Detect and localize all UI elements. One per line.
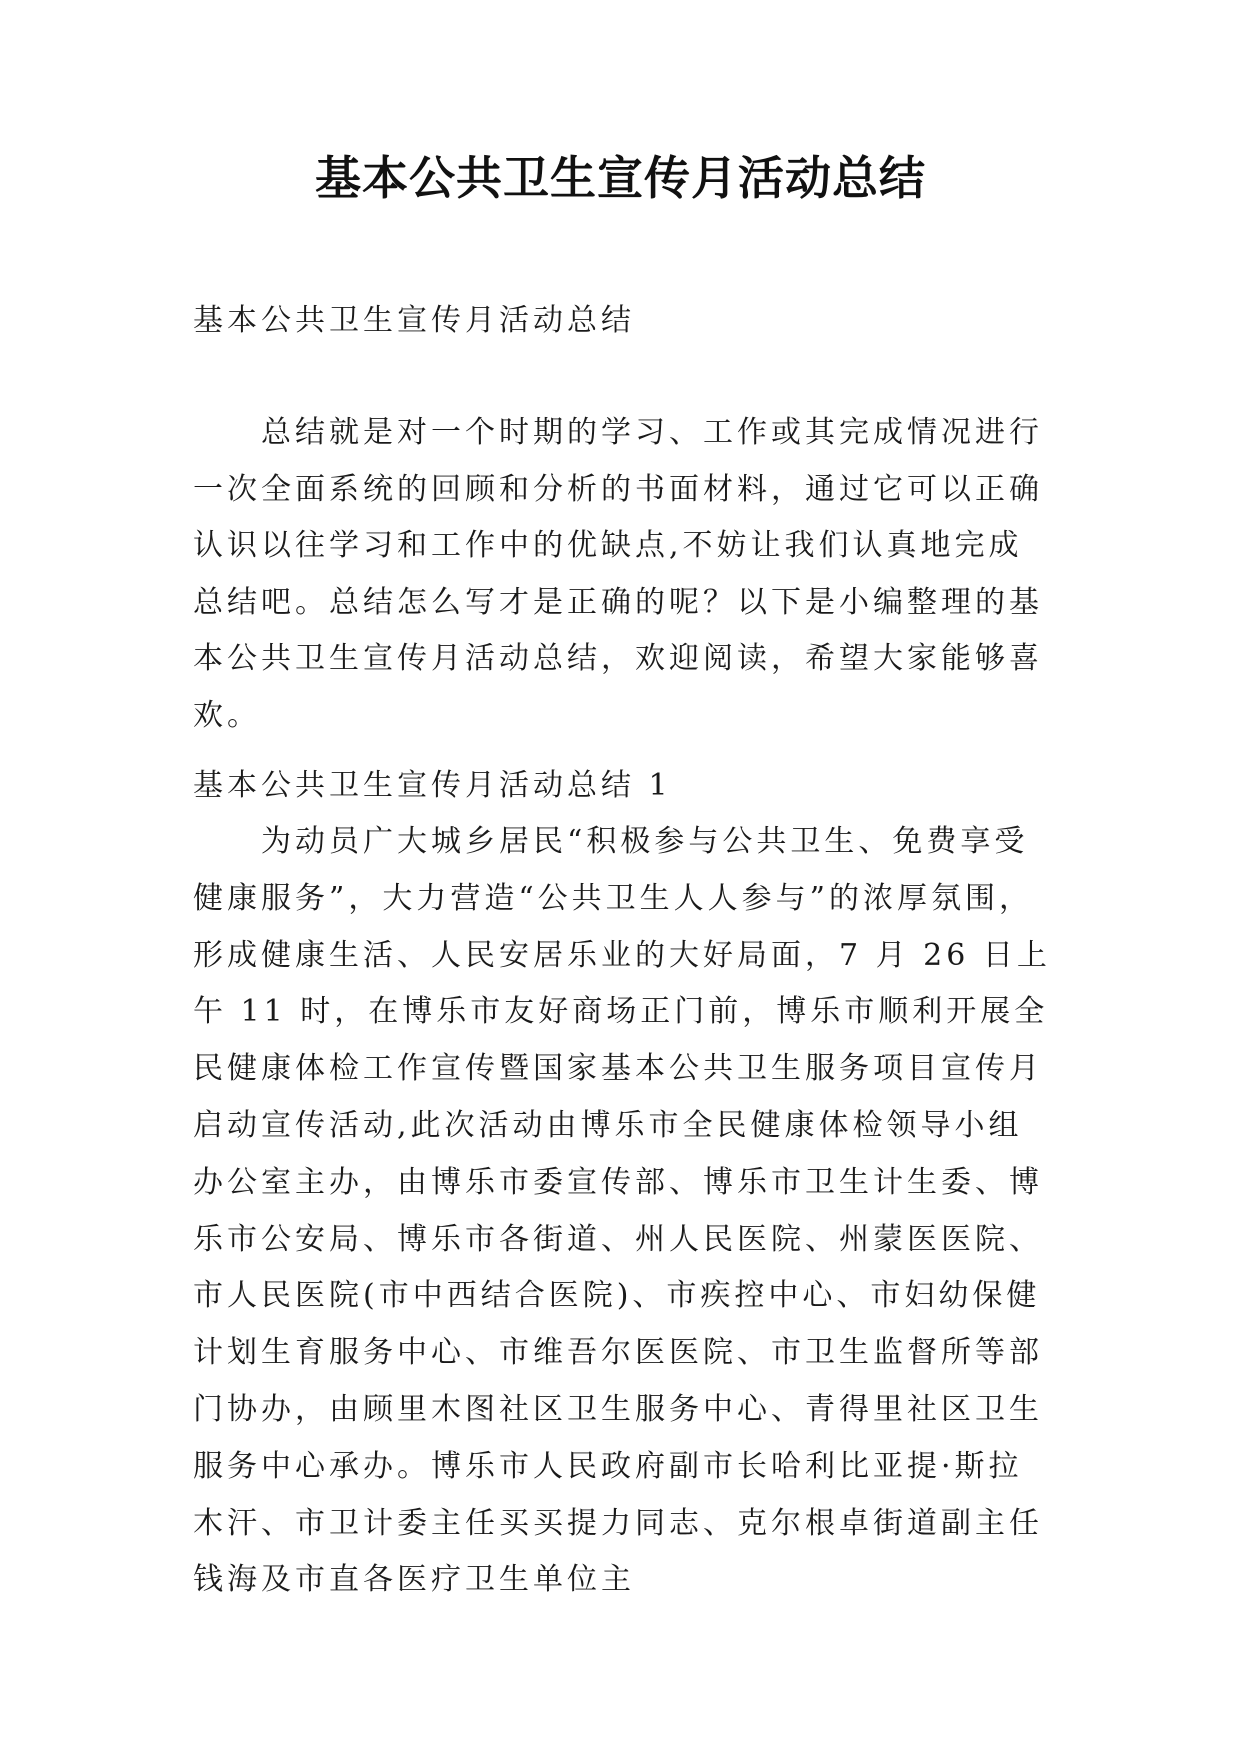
- body-paragraph: 为动员广大城乡居民“积极参与公共卫生、免费享受健康服务”，大力营造“公共卫生人人参与”的浓厚氛围，形成健康生活、人民安居乐业的大好局面，7 月 26 日上午 11 时，在博乐市友好商场正门前，博乐市顺利开展全民健康体检工作宣传暨国家基本公共卫生服务项目宣传月启动宣传活动,此次活动由博乐市全民健康体检领导小组办公室主办，由博乐市委宣传部、博乐市卫生计生委、博乐市公安局、博乐市各街道、州人民医院、州蒙医医院、 市人民医院(市中西结合医院)、市疾控中心、市妇幼保健计划生育服务中心、市维吾尔医医院、市卫生监督所等部门协办，由顾里木图社区卫生服务中心、青得里社区卫生服务中心承办。博乐市人民政府副市长哈利比亚提·斯拉木汗、市卫计委主任买买提力同志、克尔根卓街道副主任钱海及市直各医疗卫生单位主: [193, 824, 1051, 1598]
- intro-paragraph: 总结就是对一个时期的学习、工作或其完成情况进行一次全面系统的回顾和分析的书面材料，通过它可以正确认识以往学习和工作中的优缺点,不妨让我们认真地完成总结吧。总结怎么写才是正确的呢？以下是小编整理的基本公共卫生宣传月活动总结，欢迎阅读，希望大家能够喜欢。: [193, 415, 1043, 733]
- section-heading: 基本公共卫生宣传月活动总结 1: [193, 768, 672, 803]
- document-title: 基本公共卫生宣传月活动总结: [315, 151, 926, 205]
- document-subtitle: 基本公共卫生宣传月活动总结: [193, 303, 635, 338]
